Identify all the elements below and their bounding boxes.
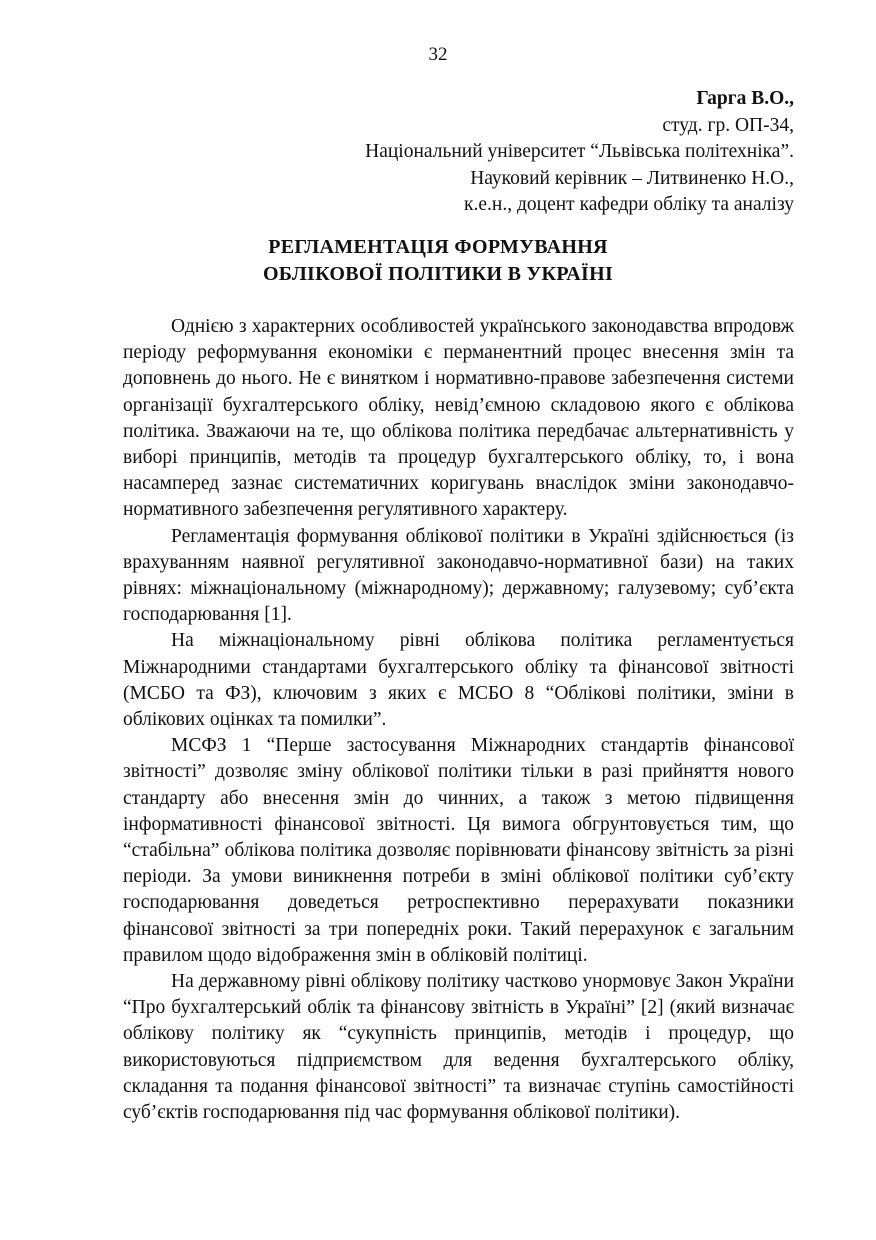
paper-title (0, 234, 876, 287)
page-number: 32 (428, 44, 448, 65)
paragraph-4: МСФЗ 1 “Перше застосування Міжнародних стандартів фінансової звітності” дозволяє зміну облікової політики тільки в разі прийняття нового стандарту або внесення змін до чинних, а також з метою підвищення інформативності фінансової звітності. Ця вимога обгрунтовується тим, що “стабільна” облікова політика дозволяє порівнювати фінансову звітність за різні періоди. За умови виникнення потреби в зміні облікової політики суб’єкту господарювання доведеться ретроспективно перерахувати показники фінансової звітності за три попередніх роки. Такий перерахунок є загальним правилом щодо відображення змін в обліковій політиці. (123, 735, 794, 966)
title-line-1: РЕГЛАМЕНТАЦІЯ ФОРМУВАННЯ (268, 236, 608, 258)
author-block (94, 86, 794, 219)
author-group: студ. гр. ОП-34, (662, 114, 794, 136)
title-line-2: ОБЛІКОВОЇ ПОЛІТИКИ В УКРАЇНІ (262, 262, 614, 285)
paragraph-3: На міжнаціональному рівні облікова політика регламентується Міжнародними стандартами бухгалтерського обліку та фінансової звітності (МСБО та ФЗ), ключовим з яких є МСБО 8 “Облікові політики, зміни в облікових оцінках та помилки”. (123, 630, 794, 731)
supervisor-title: к.е.н., доцент кафедри обліку та аналізу (464, 194, 794, 215)
paragraph-2: Регламентація формування облікової політики в Україні здійснюється (із врахуванням наявної регулятивної законодавчо-нормативної бази) на таких рівнях: міжнаціональному (міжнародному); державному; галузевому; суб’єкта господарювання [1]. (123, 525, 794, 626)
author-university: Національний університет “Львівська політехніка”. (365, 141, 794, 162)
paragraph-5: На державному рівні облікову політику частково унормовує Закон України “Про бухгалтерський облік та фінансову звітність в Україні” [2] (який визначає облікову політику як “сукупність принципів, методів і процедур, що використовуються підприємством для ведення бухгалтерського обліку, складання та подання фінансової звітності” та визначає ступінь самостійності суб’єктів господарювання під час формування облікової політики). (123, 971, 794, 1124)
body-text (123, 314, 794, 1126)
paragraph-1: Однією з характерних особливостей українського законодавства впродовж періоду реформування економіки є перманентний процес внесення змін та доповнень до нього. Не є винятком і нормативно-правове забезпечення системи організації бухгалтерського обліку, невід’ємною складовою якого є облікова політика. Зважаючи на те, що облікова політика передбачає альтернативність у виборі принципів, методів та процедур бухгалтерського обліку, то, і вона насамперед зазнає систематичних коригувань внаслідок зміни законодавчо-нормативного забезпечення регулятивного характеру. (123, 316, 794, 521)
author-name: Гарга В.О., (696, 88, 794, 109)
supervisor: Науковий керівник – Литвиненко Н.О., (470, 167, 794, 189)
